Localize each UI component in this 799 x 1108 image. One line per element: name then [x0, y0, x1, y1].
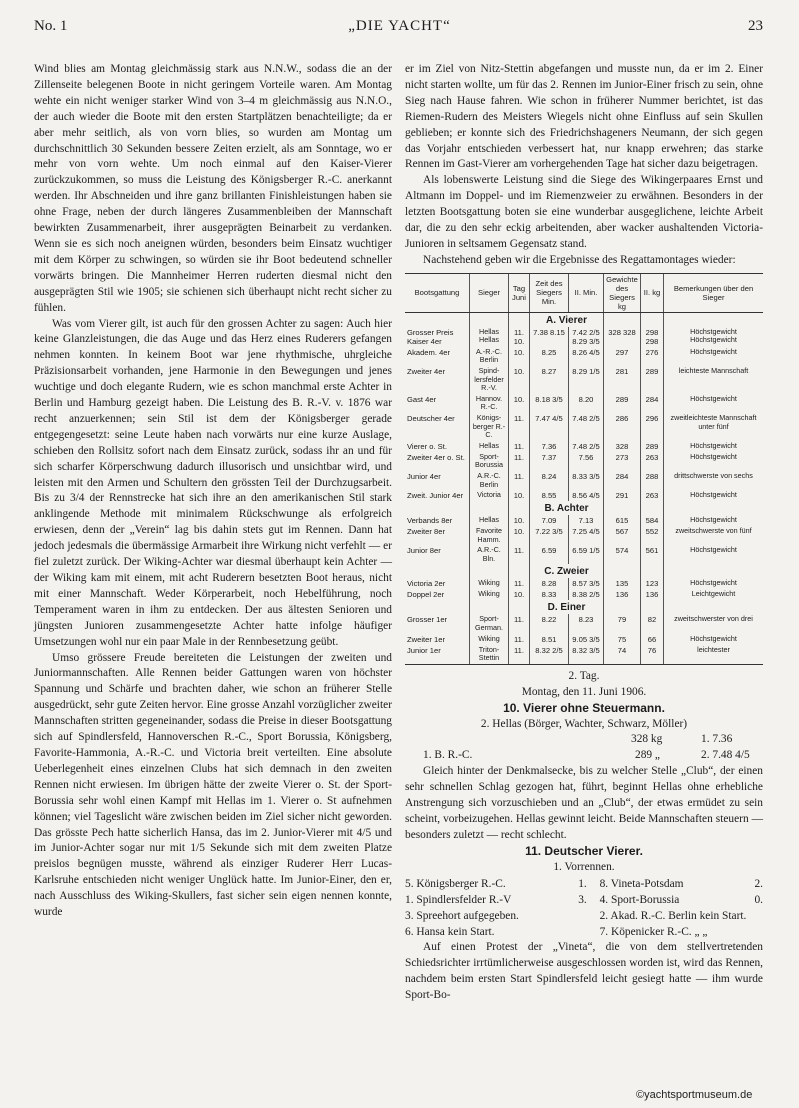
boat-class: Gast 4er: [407, 394, 437, 404]
boat-class: Zweiter 4er: [407, 366, 445, 376]
time-second: 8.20: [569, 394, 604, 413]
remark: Höchstgewicht: [664, 394, 764, 413]
boat-class: Zweiter 4er o. St.: [407, 452, 465, 462]
time-second: 7.25 4/5: [569, 526, 604, 545]
table-row: [405, 413, 763, 441]
boat-class: Victoria 2er: [407, 579, 446, 589]
time-second: 9.05 3/5: [569, 634, 604, 645]
remark: leichteste Mannschaft: [664, 366, 764, 394]
time-second: 6.59 1/5: [569, 545, 604, 564]
table-row: [405, 490, 763, 501]
weight-second: 289: [641, 441, 664, 452]
time-second: 8.57 3/5: [569, 578, 604, 589]
table-section-row: [405, 564, 763, 578]
day: 11.: [509, 578, 530, 589]
place: [746, 924, 763, 940]
crew: 1. Spindlersfelder R.-V: [405, 893, 512, 906]
time-second: 8.56 4/5: [569, 490, 604, 501]
remark: Höchstgewicht: [664, 545, 764, 564]
weight-winner: 273: [604, 452, 641, 471]
issue-number: No. 1: [34, 18, 68, 34]
day: 11.: [509, 452, 530, 471]
weight-winner: 74: [604, 645, 641, 665]
table-row: [405, 366, 763, 394]
winner: Sport-Borussia: [470, 452, 509, 471]
watermark: ©yachtsportmuseum.de: [636, 1089, 753, 1101]
day: 10.: [509, 366, 530, 394]
crew-label: 1. B. R.-C.: [423, 749, 473, 762]
table-row: [405, 614, 763, 633]
day: 11.: [509, 441, 530, 452]
time-winner: 8.32 2/5: [530, 645, 569, 665]
weight-winner: 291: [604, 490, 641, 501]
remark: zweitschwerste von fünf: [664, 526, 764, 545]
weight-second: 66: [641, 634, 664, 645]
weight-winner: 79: [604, 614, 641, 633]
remark: Höchstgewicht: [664, 578, 764, 589]
col-header: II. Min.: [569, 273, 604, 312]
time-second: 7.48 2/5: [569, 413, 604, 441]
heat-row: [405, 924, 763, 940]
remark: Höchstgewicht: [664, 441, 764, 452]
day: 10.: [509, 526, 530, 545]
weight-winner: 297: [604, 347, 641, 366]
boat-class: Grosser 1er: [407, 615, 448, 625]
race-winner-crew: 2. Hellas (Börger, Wachter, Schwarz, Möller): [480, 717, 688, 730]
result-line: [405, 732, 763, 748]
remark: Höchstgewicht: [664, 634, 764, 645]
weight-second: 276: [641, 347, 664, 366]
heat-row: [405, 908, 763, 924]
table-row: [405, 441, 763, 452]
weight-second: 76: [641, 645, 664, 665]
winner: Hellas: [470, 515, 509, 526]
section-title: D. Einer: [530, 600, 604, 614]
right-column: [405, 62, 763, 1003]
time-winner: 8.33: [530, 589, 569, 600]
time-second: 8.26 4/5: [569, 347, 604, 366]
weight-winner: 136: [604, 589, 641, 600]
place: [746, 908, 763, 924]
weight-value: 289 „: [635, 749, 660, 762]
day: 10.: [509, 515, 530, 526]
table-row: [405, 545, 763, 564]
race-title: 10. Vierer ohne Steuermann.: [503, 700, 665, 715]
weight-second: 136: [641, 589, 664, 600]
time-second: 8.38 2/5: [569, 589, 604, 600]
page-header: [0, 18, 799, 40]
time-second: 7.13: [569, 515, 604, 526]
table-section-row: [405, 600, 763, 614]
winner: Wiking: [470, 589, 509, 600]
winner: A.-R.-C. Berlin: [470, 347, 509, 366]
time-second: 8.32 3/5: [569, 645, 604, 665]
time-second: 7.42 2/5 8.29 3/5: [569, 327, 604, 347]
day: 10.: [509, 347, 530, 366]
remark: leichtester: [664, 645, 764, 665]
table-row: [405, 526, 763, 545]
boat-class: Akadem. 4er: [407, 347, 451, 357]
table-row: [405, 327, 763, 347]
winner: Königs-berger R.-C.: [470, 413, 509, 441]
boat-class: Vierer o. St.: [407, 441, 447, 451]
boat-class: Deutscher 4er: [407, 413, 455, 423]
time-winner: 8.24: [530, 471, 569, 490]
paragraph: Als lobenswerte Leistung sind die Siege des Wikingerpaares Ernst und Altmann im Doppel- und im Riemenzweier zu erwähnen. Besonders in der letzten Bootsgattung boten sie eine wunderbar ausgeglichene, leichte Arbeit dar, die zu den sehr eckig arbeitenden, aber wacker aushaltenden Victoria-Junioren in seltsamem Gegensatz stand.: [405, 174, 763, 250]
col-header: Sieger: [470, 273, 509, 312]
weight-winner: 574: [604, 545, 641, 564]
time-winner: 8.27: [530, 366, 569, 394]
table-row: [405, 347, 763, 366]
time-winner: 8.28: [530, 578, 569, 589]
time-winner: 7.22 3/5: [530, 526, 569, 545]
left-column: [34, 62, 392, 921]
time-second: 8.33 3/5: [569, 471, 604, 490]
day: 10.: [509, 490, 530, 501]
crew: 5. Königsberger R.-C.: [405, 877, 506, 890]
place: 1.: [578, 877, 587, 890]
weight-second: 284: [641, 394, 664, 413]
time-winner: 7.47 4/5: [530, 413, 569, 441]
winner: Hellas: [470, 441, 509, 452]
winner: A.R.-C. Berlin: [470, 471, 509, 490]
time-winner: 7.38 8.15: [530, 327, 569, 347]
section-title: B. Achter: [530, 501, 604, 515]
boat-class: Verbands 8er: [407, 516, 453, 526]
weight-second: 289: [641, 366, 664, 394]
remark: drittschwerste von sechs: [664, 471, 764, 490]
weight-second: 296: [641, 413, 664, 441]
time-winner: 6.59: [530, 545, 569, 564]
results-body: [405, 312, 763, 664]
crew: 3. Spreehort aufgegeben.: [405, 909, 519, 922]
time-winner: 8.22: [530, 614, 569, 633]
weight-winner: 615: [604, 515, 641, 526]
time-winner: 7.37: [530, 452, 569, 471]
table-row: [405, 634, 763, 645]
weight-value: 328 kg: [631, 733, 663, 746]
remark: Leichtgewicht: [664, 589, 764, 600]
weight-winner: 286: [604, 413, 641, 441]
table-row: [405, 645, 763, 665]
table-row: [405, 452, 763, 471]
boat-class: Junior 8er: [407, 546, 441, 556]
col-header: Gewichte des Siegers kg: [604, 273, 641, 312]
weight-winner: 75: [604, 634, 641, 645]
table-row: [405, 471, 763, 490]
boat-class: Zweiter 8er: [407, 527, 445, 537]
journal-title: „DIE YACHT“: [348, 18, 451, 34]
col-header: Tag Juni: [509, 273, 530, 312]
boat-class: Grosser Preis Kaiser 4er: [407, 327, 454, 346]
day: 11.: [509, 545, 530, 564]
col-header: Bootsgattung: [405, 273, 470, 312]
paragraph: Was vom Vierer gilt, ist auch für den grossen Achter zu sagen: Auch hier keine Glanzleistungen, die das Auge und das Herz eines Ruderers gefangen nehmen konnten. In keinem Boot war jene rhythmische, uhrgleiche Präzisionsarbeit vorhanden, jene Harmonie in den Bewegungen und jenes wuchtige und doch elegante Rudern, wie es schon manchmal erste Achter in Berlin und Hamburg gezeigt haben. Die Leistung des B. R.-V. v. 1876 war recht anzuerkennen; sein Stil ist dem der Königsberger gerade entgegengesetzt: seine Leute haben nach vorwärts nur eine kurze Auslage, schieben den Rollsitz sofort nach dem Einsatz zurück, sodass ihr an und für sich scharfer Körperschwung dadurch illusorisch und unsichtbar wird, und leisten mit den Armen und Schultern den grössten Teil der Durchzugsarbeit. Bis zu 3/4 der Rennstrecke hat sich ihre an den amerikanischen Stil stark anklingende Methode mit minimalem Rückschwunge als erfolgreich erwiesen, denn der „Verein“ lag bis dahin stets gut im Rennen. Dann hat jedoch jedesmals die übermässige Armarbeit ihre Wirkung nicht verfehlt — er fiel zuletzt zurück. Der Wiking-Achter war diesmal überhaupt kein Achter — der Wiking kam mit einem, mit acht Ruderern besetzten Boot heraus, nicht mit einer Mannschaft. Weder Körperarbeit, noch Hebelführung, noch Temperament waren in ihm zu entdecken. Der aus ältesten Senioren und jüngsten Junioren zusammengesetzte Achter hatte infolge häufiger Umsetzungen wohl nur ein paar Male in der Rennbesetzung geübt.: [34, 317, 392, 648]
paragraph: Nachstehend geben wir die Ergebnisse des Regattamontages wieder:: [423, 253, 736, 266]
time-winner: 7.36: [530, 441, 569, 452]
boat-class: Doppel 2er: [407, 590, 445, 600]
crew: 6. Hansa kein Start.: [405, 925, 495, 938]
weight-second: 263: [641, 490, 664, 501]
day-heading: 2. Tag.: [568, 669, 600, 682]
weight-winner: 328 328: [604, 327, 641, 347]
day-date: Montag, den 11. Juni 1906.: [521, 685, 647, 698]
winner: Spind-lersfelder R.-V.: [470, 366, 509, 394]
boat-class: Junior 1er: [405, 645, 470, 665]
day: 11.: [509, 614, 530, 633]
time-second: 8.23: [569, 614, 604, 633]
day: 10.: [509, 589, 530, 600]
time-winner: 7.09: [530, 515, 569, 526]
time-winner: 8.55: [530, 490, 569, 501]
winner: Hannov. R.-C.: [470, 394, 509, 413]
time-second: 7.56: [569, 452, 604, 471]
remark: Höchstgewicht: [664, 347, 764, 366]
table-section-row: [405, 501, 763, 515]
time-winner: 8.25: [530, 347, 569, 366]
weight-second: 584: [641, 515, 664, 526]
table-header-row: [405, 273, 763, 312]
remark: Höchstgewicht Höchstgewicht: [664, 327, 764, 347]
race-report: Gleich hinter der Denkmalsecke, bis zu welcher Stelle „Club“, der einen sehr schnellen Schlag gezogen hat, führt, beginnt Hellas ohne erhebliche Anstrengung sich vorzuschieben und an „Club“, der etwas ermüdet zu sein scheint, vorbeizugehen. Hellas gewinnt leicht. Beide Mannschaften steuern — besonders zuletzt — recht schlecht.: [405, 765, 763, 842]
heat-title: 1. Vorrennen.: [553, 860, 615, 873]
weight-second: 288: [641, 471, 664, 490]
time-second: 7.48 2/5: [569, 441, 604, 452]
crew: 4. Sport-Borussia: [599, 893, 680, 906]
time-winner: 8.18 3/5: [530, 394, 569, 413]
weight-winner: 328: [604, 441, 641, 452]
race-title: 11. Deutscher Vierer.: [525, 844, 643, 858]
weight-second: 298 298: [641, 327, 664, 347]
boat-class: Junior 4er: [407, 471, 441, 481]
section-title: C. Zweier: [530, 564, 604, 578]
place: 0.: [754, 893, 763, 906]
day: 11.: [509, 413, 530, 441]
results-table: [405, 273, 763, 665]
boat-class: Zweiter 1er: [407, 634, 445, 644]
weight-winner: 284: [604, 471, 641, 490]
crew: 2. Akad. R.-C. Berlin kein Start.: [599, 909, 747, 922]
boat-class: Zweit. Junior 4er: [407, 491, 464, 501]
table-row: [405, 515, 763, 526]
day: 11.: [509, 471, 530, 490]
winner: Wiking: [470, 578, 509, 589]
time-value: 2. 7.48 4/5: [701, 749, 750, 762]
paragraph: er im Ziel von Nitz-Stettin abgefangen und musste nun, da er im 2. Einer nicht starten wollte, um für das 2. Rennen im Junior-Einer frisch zu sein, ohne Sieg nach Hause fahren. Wie schon in früherer Nummer berichtet, ist das Riemen-Rudern des Meisters Wiegels nicht ohne Einfluss auf sein Skullen geblieben; er konnte sich des Friedrichshageners Neumann, der sich gegen das Vorjahr entschieden verbessert hat, nur knapp erwehren; das starke Rennen im Gast-Vierer am vorhergehenden Tage hat sicher dazu beigetragen.: [405, 63, 763, 171]
col-header: Bemerkungen über den Sieger: [664, 273, 764, 312]
page-number: 23: [748, 18, 763, 34]
heat-results: [405, 876, 763, 940]
col-header: Zeit des Siegers Min.: [530, 273, 569, 312]
paragraph: Wind blies am Montag gleichmässig stark aus N.N.W., sodass die an der Zillenseite belegenen Boote in nicht geringem Vorteile waren. Am Montag wehte ein nicht weniger starker Wind von 3–4 m gleichmässig aus N.N.O., der auch wieder die Boote mit den ersten Startplätzen benachteiligte; da er aber mehr seitlich, als von vorn blies, so wurden am Montag um durchschnittlich 30 Sekunden bessere Zeiten erzielt, als am Sonntage, wo er mehr von vorn wehte. Um noch einmal auf den Kaiser-Vierer zurückzukommen, so muss die Leistung des Königsberger R.-C. anerkannt werden. Ihr Abschneiden und ihre ganz brillanten Finishleistungen haben sie ohne Frage, neben der durch längeres Zusammenbleiben der Mannschaft bewirkten Zusammenarbeit, ihrer ausgeprägten Beinarbeit zu verdanken. Wenn sie es sich noch aneignen würden, besonders beim Einsatz wuchtiger mit dem Körper zu schwingen, so würden sie ihr Boot bedeutend schneller vorwärts bringen. Die Mannheimer Herren ruderten diesmal nicht den ausgeprägten Stil wie 1905; sie schienen sich überhaupt nicht recht sicher zu fühlen.: [34, 63, 392, 314]
table-row: [405, 589, 763, 600]
weight-winner: 281: [604, 366, 641, 394]
paragraph: Umso grössere Freude bereiteten die Leistungen der zweiten und Juniormannschaften. Alle Rennen beider Gattungen waren von höchster Spannung und Schärfe und brachten daher, wie schon an früherer Stelle ausgedrückt, sehr gute Zeiten hervor. Eine grosse Anzahl vorzüglicher zweiter Mannschaften stritten gegeneinander, sodass die Preise in dieser Bootsgattung sich auf Spindlersfeld, Hannoverschen R.-C., Sport Borussia, Königsberg, Favorite-Hammonia, A.-R.-C. und Victoria breit verteilten. Eine absolute Ueberlegenheit eines einzelnen Clubs hat sich demnach in den zweiten Rennen nicht erwiesen. Im übrigen hätte der zweite Vierer o. St. der Sport-Borussia sehr wohl einen Kampf mit Hellas im 1. Vierer o. St aufnehmen können; viel Tageslicht wäre zwischen beiden im Ziel sicher nicht geworden. Das grösste Pech hatte sicherlich Hansa, das im 2. Junior-Vierer mit 4/5 und im Junior-Achter sogar nur mit 1/5 Sekunde sich mit dem zweiten Platze preislos begnügen musste, während als einziger Ruderer Herr Lucas-Karlsruhe entschieden nicht weniger Unglück hatte. Im Junior-Einer, den er, nach Ausschluss des Wiking-Skullers, fast sicher sein eigen nennen konnte, wurde: [34, 651, 392, 919]
weight-winner: 289: [604, 394, 641, 413]
winner: Hellas Hellas: [470, 327, 509, 347]
weight-second: 561: [641, 545, 664, 564]
weight-second: 82: [641, 614, 664, 633]
place: 2.: [754, 877, 763, 890]
day: 11. 10.: [509, 327, 530, 347]
heat-row: [405, 892, 763, 908]
winner: Favorite Hamm.: [470, 526, 509, 545]
col-header: II. kg: [641, 273, 664, 312]
remark: zweitleichteste Mannschaft unter fünf: [664, 413, 764, 441]
weight-second: 552: [641, 526, 664, 545]
heat-row: [405, 876, 763, 892]
time-value: 1. 7.36: [701, 733, 733, 746]
crew: 7. Köpenicker R.-C. „ „: [599, 925, 708, 938]
winner: Victoria: [470, 490, 509, 501]
table-row: [405, 578, 763, 589]
weight-second: 123: [641, 578, 664, 589]
weight-winner: 135: [604, 578, 641, 589]
weight-second: 263: [641, 452, 664, 471]
place: [570, 908, 587, 924]
time-winner: 8.51: [530, 634, 569, 645]
table-row: [405, 394, 763, 413]
remark: zweitschwerster von drei: [664, 614, 764, 633]
day: 10.: [509, 394, 530, 413]
section-title: A. Vierer: [530, 312, 604, 327]
winner: Sport-German.: [470, 614, 509, 633]
result-line: [405, 748, 763, 764]
day: 11.: [509, 645, 530, 665]
winner: Wiking: [470, 634, 509, 645]
winner: A.R.-C. Bln.: [470, 545, 509, 564]
weight-winner: 567: [604, 526, 641, 545]
day: 11.: [509, 634, 530, 645]
place: 3.: [578, 893, 587, 906]
winner: Triton-Stettin: [470, 645, 509, 665]
remark: Höchstgewicht: [664, 452, 764, 471]
time-second: 8.29 1/5: [569, 366, 604, 394]
race-report: Auf einen Protest der „Vineta“, die von dem stellvertretenden Schiedsrichter irrtümlicherweise ausgeschlossen worden ist, wird das Rennen, nachdem beim ersten Start Spindlersfeld leicht gesiegt hatte — ihm wurde Sport-Bo-: [405, 940, 763, 1001]
place: [570, 924, 587, 940]
remark: Höchstgewicht: [664, 515, 764, 526]
crew: 8. Vineta-Potsdam: [599, 877, 684, 890]
table-section-row: [405, 312, 763, 327]
remark: Höchstgewicht: [664, 490, 764, 501]
